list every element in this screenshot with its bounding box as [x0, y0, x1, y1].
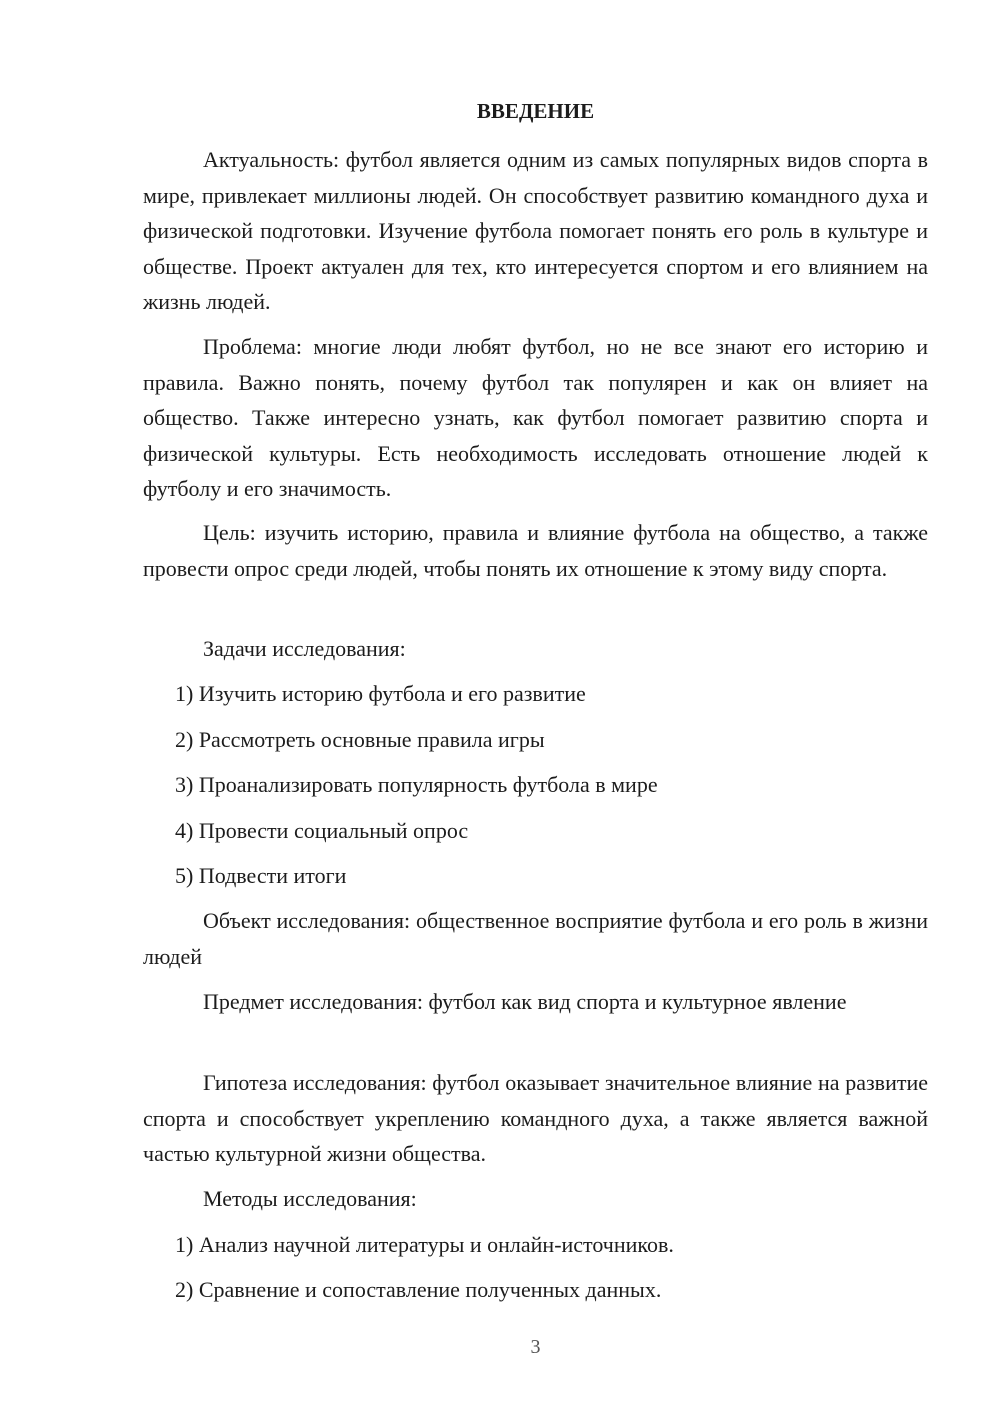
- tasks-heading: Задачи исследования:: [203, 636, 406, 661]
- task-item: 3) Проанализировать популярность футбола в мире: [175, 772, 658, 797]
- method-item: 1) Анализ научной литературы и онлайн-источников.: [175, 1232, 674, 1257]
- goal-paragraph: Цель: изучить историю, правила и влияние футбола на общество, а также провести опрос среди людей, чтобы понять их отношение к этому виду спорта.: [143, 520, 928, 581]
- page-number: 3: [530, 1336, 541, 1358]
- task-item: 1) Изучить историю футбола и его развитие: [175, 681, 586, 706]
- subject-paragraph: Предмет исследования: футбол как вид спорта и культурное явление: [203, 989, 847, 1014]
- problem-paragraph: Проблема: многие люди любят футбол, но не все знают его историю и правила. Важно понять, почему футбол так популярен и как он влияет на общество. Также интересно узнать, как футбол помогает развитию спорта и физической культуры. Есть необходимость исследовать отношение людей к футболу и его значимость.: [143, 334, 928, 501]
- page-title: ВВЕДЕНИЕ: [476, 99, 595, 123]
- hypothesis-paragraph: Гипотеза исследования: футбол оказывает значительное влияние на развитие спорта и способствует укреплению командного духа, а также является важной частью культурной жизни общества.: [143, 1070, 928, 1166]
- relevance-paragraph: Актуальность: футбол является одним из самых популярных видов спорта в мире, привлекает миллионы людей. Он способствует развитию командного духа и физической подготовки. Изучение футбола помогает понять его роль в культуре и обществе. Проект актуален для тех, кто интересуется спортом и его влиянием на жизнь людей.: [143, 147, 928, 314]
- task-item: 2) Рассмотреть основные правила игры: [175, 727, 545, 752]
- object-paragraph: Объект исследования: общественное восприятие футбола и его роль в жизни людей: [143, 908, 928, 969]
- methods-heading: Методы исследования:: [203, 1186, 417, 1211]
- document-page: [143, 0, 928, 1414]
- method-item: 2) Сравнение и сопоставление полученных данных.: [175, 1277, 662, 1302]
- task-item: 5) Подвести итоги: [175, 863, 347, 888]
- task-item: 4) Провести социальный опрос: [175, 818, 469, 843]
